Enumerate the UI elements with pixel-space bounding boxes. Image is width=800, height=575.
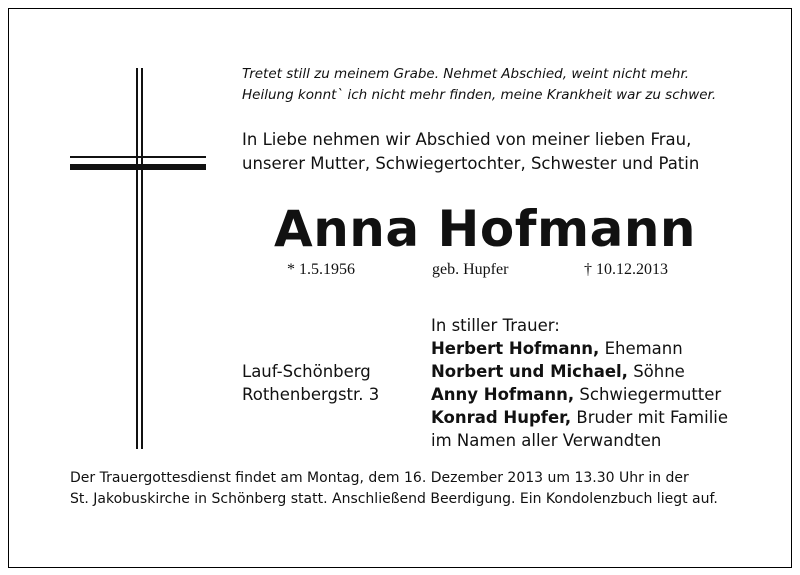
mourner-relation: Bruder mit Familie [571,408,729,427]
deceased-name: Anna Hofmann [274,200,697,258]
service-info [70,468,718,510]
mourners-list [431,314,728,452]
service-info-line-1: Der Trauergottesdienst findet am Montag, dem 16. Dezember 2013 um 13.30 Uhr in der [70,470,689,486]
mourner-name: Norbert und Michael, [431,362,628,381]
mourner-entry [431,383,728,406]
mourners-heading: In stiller Trauer: [431,316,560,335]
mourner-relation: Söhne [627,362,685,381]
intro-text [242,128,699,176]
address-street: Rothenbergstr. 3 [242,385,380,404]
mourner-entry [431,337,728,360]
poem-line-2: Heilung konnt` ich nicht mehr finden, meine Krankheit war zu schwer. [242,87,717,103]
birth-date: * 1.5.1956 [287,261,355,278]
mourner-entry [431,406,728,429]
mourner-name: Anny Hofmann, [431,385,575,404]
poem [242,64,716,106]
death-date: † 10.12.2013 [584,261,668,278]
mourners-closing: im Namen aller Verwandten [431,431,662,450]
mourner-name: Konrad Hupfer, [431,408,572,427]
poem-line-1: Tretet still zu meinem Grabe. Nehmet Abschied, weint nicht mehr. [242,66,690,82]
intro-line-2: unserer Mutter, Schwiegertochter, Schwester und Patin [242,154,700,173]
mourner-entry [431,360,728,383]
mourner-relation: Ehemann [599,339,683,358]
mourner-relation: Schwiegermutter [574,385,722,404]
address-city: Lauf-Schönberg [242,362,371,381]
service-info-line-2: St. Jakobuskirche in Schönberg statt. Anschließend Beerdigung. Ein Kondolenzbuch liegt auf. [70,491,718,507]
mourner-name: Herbert Hofmann, [431,339,600,358]
maiden-name: geb. Hupfer [432,261,509,278]
address [242,360,379,406]
intro-line-1: In Liebe nehmen wir Abschied von meiner lieben Frau, [242,130,692,149]
